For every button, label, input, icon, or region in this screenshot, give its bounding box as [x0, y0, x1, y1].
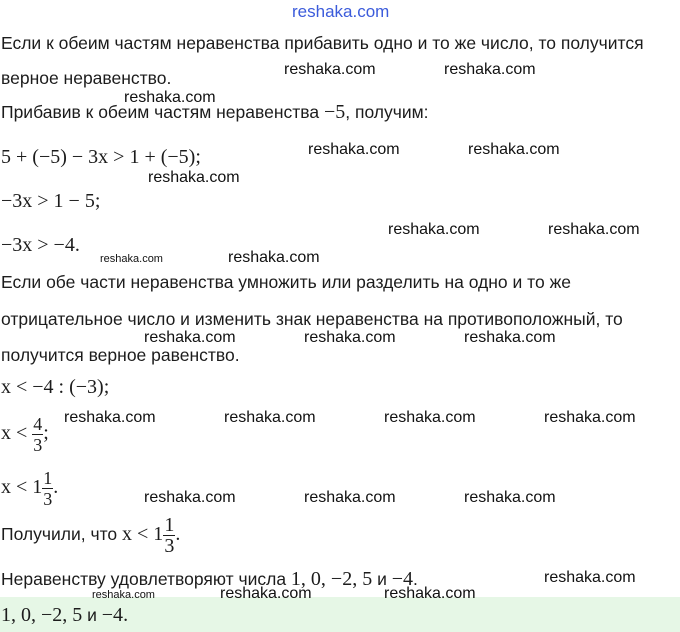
fraction-denominator: 3 [33, 435, 43, 455]
watermark: reshaka.com [228, 249, 320, 266]
rule-text-line-2: верное неравенство. [1, 68, 172, 88]
watermark: reshaka.com [144, 329, 236, 346]
result-prefix: Получили, что [1, 524, 123, 544]
watermark: reshaka.com [548, 221, 640, 238]
step-intro-value: −5 [323, 101, 346, 123]
watermark: reshaka.com [284, 61, 376, 78]
equation-6 [1, 468, 58, 509]
fraction-numerator: 1 [164, 513, 175, 536]
watermark: reshaka.com [64, 409, 156, 426]
rule2-text-line-2: отрицательное число и изменить знак неравенства на противоположный, то [1, 309, 623, 329]
fraction-numerator: 4 [33, 414, 43, 434]
rule2-text-line-1: Если обе части неравенства умножить или разделить на одно и то же [1, 272, 572, 292]
equation-5-lhs: x < [1, 422, 33, 445]
result-text [1, 512, 180, 556]
watermark: reshaka.com [384, 585, 476, 602]
watermark: reshaka.com [308, 141, 400, 158]
equation-4: x < −4 : (−3); [1, 376, 110, 398]
rule2-text-line-3: получится верное равенство. [1, 345, 240, 365]
satisfying-numbers: 1, 0, −2, 5 [290, 568, 373, 590]
watermark: reshaka.com [92, 589, 155, 601]
equation-5 [1, 414, 49, 455]
satisfying-last: −4 [391, 568, 413, 590]
result-end: . [175, 523, 181, 545]
site-watermark: reshaka.com [292, 2, 390, 21]
fraction-numerator: 1 [43, 468, 53, 488]
watermark: reshaka.com [304, 489, 396, 506]
equation-6-end: . [53, 476, 59, 499]
watermark: reshaka.com [100, 253, 163, 265]
equation-1: 5 + (−5) − 3x > 1 + (−5); [1, 146, 201, 168]
watermark: reshaka.com [124, 89, 216, 106]
watermark: reshaka.com [304, 329, 396, 346]
result-fraction [163, 515, 175, 556]
satisfying-and: и [372, 569, 392, 589]
watermark: reshaka.com [468, 141, 560, 158]
equation-3: −3x > −4. [1, 234, 80, 256]
watermark: reshaka.com [384, 409, 476, 426]
watermark: reshaka.com [464, 329, 556, 346]
answer-last: −4 [101, 604, 124, 626]
equation-5-fraction [32, 414, 43, 455]
watermark: reshaka.com [444, 61, 536, 78]
step-intro-suffix: , получим: [345, 102, 429, 122]
answer-text [1, 604, 128, 627]
equation-2: −3x > 1 − 5; [1, 190, 101, 212]
satisfying-end: . [412, 569, 418, 589]
answer-numbers: 1, 0, −2, 5 [1, 604, 83, 626]
equation-6-lhs: x < 1 [1, 476, 43, 499]
watermark: reshaka.com [544, 409, 636, 426]
watermark: reshaka.com [388, 221, 480, 238]
equation-5-end: ; [43, 422, 49, 445]
result-lhs: x < 1 [122, 523, 164, 545]
fraction-denominator: 3 [164, 534, 175, 557]
watermark: reshaka.com [144, 489, 236, 506]
watermark: reshaka.com [220, 585, 312, 602]
watermark: reshaka.com [224, 409, 316, 426]
satisfying-numbers-text [1, 569, 418, 589]
watermark: reshaka.com [544, 569, 636, 586]
satisfying-prefix: Неравенству удовлетворяют числа [1, 569, 291, 589]
equation-6-fraction [42, 468, 53, 509]
step-intro-prefix: Прибавив к обеим частям неравенства [1, 102, 324, 122]
answer-and: и [82, 605, 102, 625]
watermark: reshaka.com [148, 169, 240, 186]
answer-end: . [123, 604, 129, 626]
fraction-denominator: 3 [43, 489, 53, 509]
rule-text-line-1: Если к обеим частям неравенства прибавить одно и то же число, то получится [1, 33, 644, 53]
watermark: reshaka.com [464, 489, 556, 506]
